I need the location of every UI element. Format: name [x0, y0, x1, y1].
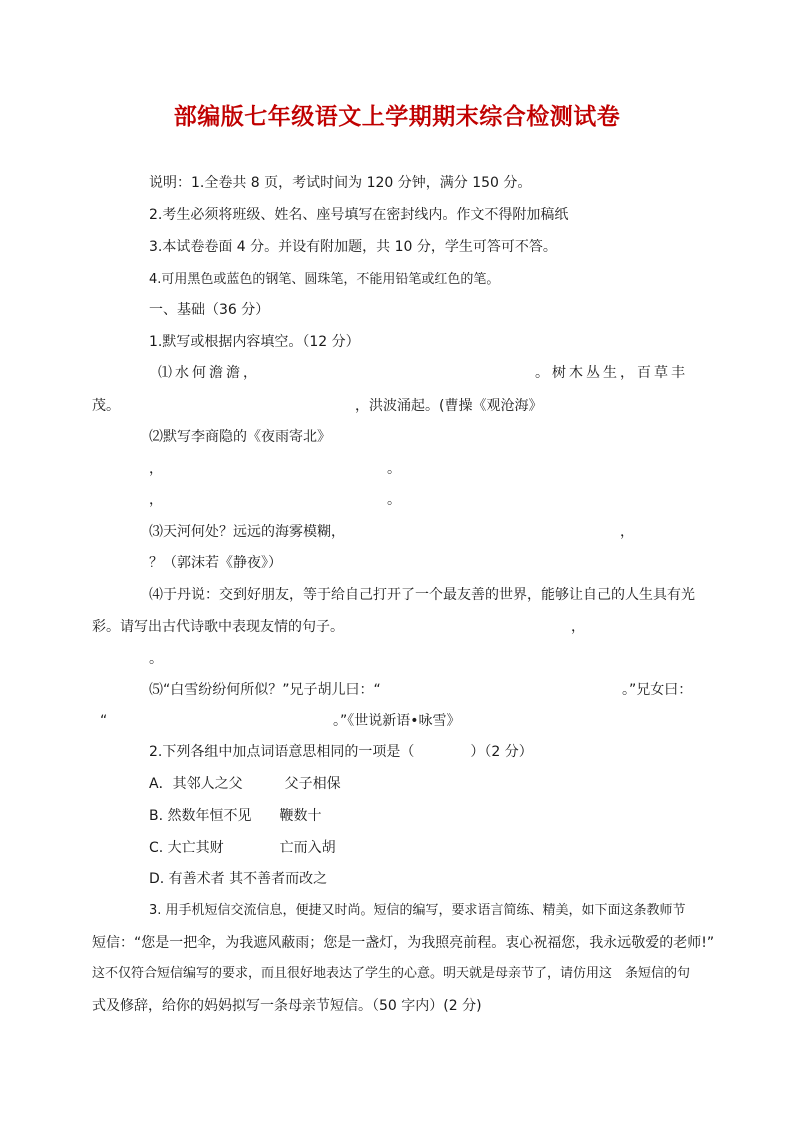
q1-part5-text-c: “	[100, 713, 108, 729]
q1-part5-text-d: 。”《世说新语•咏雪》	[333, 713, 461, 729]
q1-part4-text-d: 。	[149, 651, 163, 667]
instruction-line-3: 3.本试卷卷面 4 分。并设有附加题，共 10 分，学生可答可不答。	[149, 239, 557, 255]
question-2-heading: 2.下列各组中加点词语意思相同的一项是（ ）（2 分）	[149, 744, 533, 760]
q1-part3-text-a: ⑶天河何处？远远的海雾模糊，	[149, 524, 345, 540]
question-3-line-2: 短信：“您是一把伞，为我遮风蔽雨；您是一盏灯，为我照亮前程。衷心祝福您，我永远敬爱的老师!”	[92, 935, 715, 951]
q1-part2-comma-1: ，	[149, 461, 163, 477]
q1-part4-text-c: ，	[571, 619, 585, 635]
document-title: 部编版七年级语文上学期期末综合检测试卷	[173, 103, 621, 130]
q2-option-b: B. 然数年恒不见 鞭数十	[149, 808, 322, 824]
q2-option-d: D. 有善术者 其不善者而改之	[149, 871, 328, 887]
q1-part1-text-c: 茂。	[92, 398, 120, 414]
question-1-heading: 1.默写或根据内容填空。（12 分）	[149, 334, 360, 350]
q2-option-a: A．其邻人之父 父子相保	[149, 776, 341, 792]
q1-part3-text-b: ，	[620, 524, 634, 540]
question-3-line-1: 3. 用手机短信交流信息，便捷又时尚。短信的编写，要求语言简练、精美，如下面这条教师节	[149, 903, 686, 918]
q1-part2-comma-2: ，	[149, 492, 163, 508]
question-3-line-3: 这不仅符合短信编写的要求，而且很好地表达了学生的心意。明天就是母亲节了，请仿用这 条短信的句	[92, 966, 691, 981]
q1-part2-period-2: 。	[387, 492, 401, 508]
q1-part1-text-a: ⑴水何澹澹，	[158, 365, 260, 381]
q1-part4-text-b: 彩。请写出古代诗歌中表现友情的句子。	[92, 619, 344, 635]
instruction-line-4: 4.可用黑色或蓝色的钢笔、圆珠笔，不能用铅笔或红色的笔。	[149, 272, 500, 287]
instruction-line-1: 说明：1.全卷共 8 页，考试时间为 120 分钟，满分 150 分。	[149, 175, 532, 191]
q1-part5-text-a: ⑸“白雪纷纷何所似？”兄子胡儿曰：“	[149, 682, 381, 698]
instruction-line-2: 2.考生必须将班级、姓名、座号填写在密封线内。作文不得附加稿纸	[149, 207, 569, 223]
q1-part3-text-c: ？（郭沫若《静夜》）	[149, 555, 282, 571]
section-heading-basics: 一、基础（36 分）	[149, 302, 270, 318]
q1-part1-text-d: ，洪波涌起。(曹操《观沧海》	[355, 398, 543, 414]
q2-option-c: C. 大亡其财 亡而入胡	[149, 840, 336, 856]
q1-part1-text-b: 。树木丛生，百草丰	[535, 365, 688, 381]
q1-part5-text-b: 。”兄女曰：	[622, 682, 693, 698]
q1-part2-period-1: 。	[387, 461, 401, 477]
q1-part4-text-a: ⑷于丹说：交到好朋友，等于给自己打开了一个最友善的世界，能够让自己的人生具有光	[149, 587, 695, 603]
q1-part2-heading: ⑵默写李商隐的《夜雨寄北》	[149, 429, 331, 445]
question-3-line-4: 式及修辞，给你的妈妈拟写一条母亲节短信。（50 字内）(2 分)	[92, 998, 482, 1014]
